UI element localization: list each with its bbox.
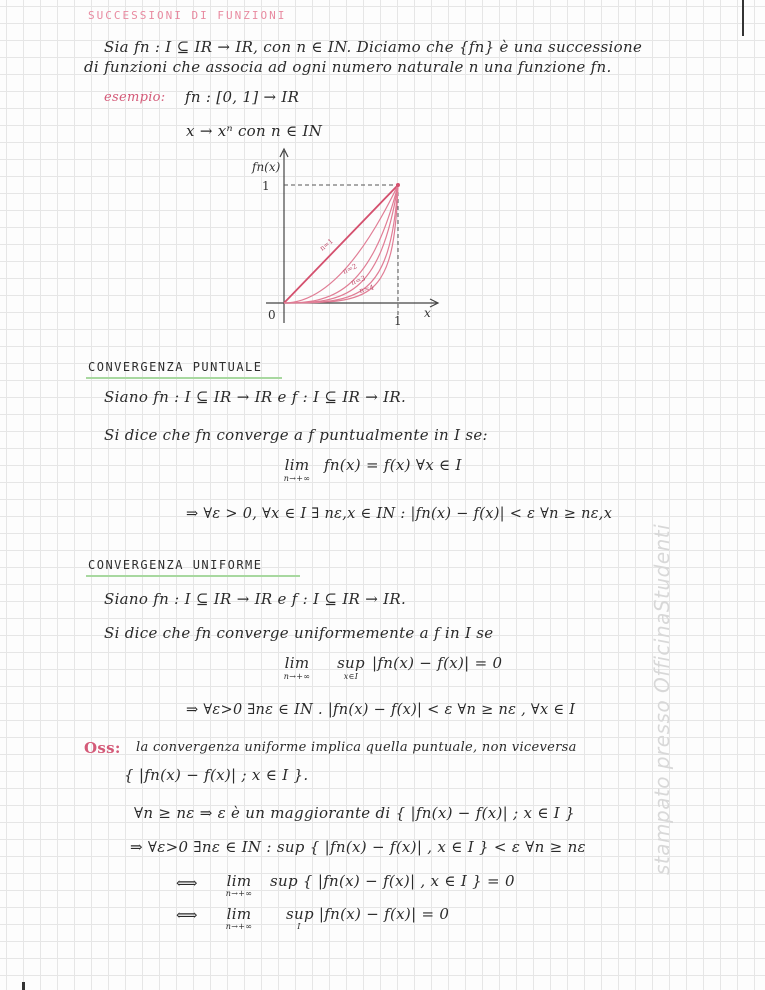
y-tick-label: 1	[262, 179, 270, 193]
uniform-sup-subscript: x∈I	[343, 672, 359, 681]
point-one-one	[396, 183, 400, 187]
section-underline-pointwise	[86, 377, 282, 379]
curve-label-n2: n=2	[341, 262, 359, 276]
curve-n1	[284, 185, 398, 303]
curve-label-n4: n=4	[358, 283, 375, 295]
oss-equivalence-2: ⟺	[176, 906, 198, 924]
origin-label: 0	[268, 308, 276, 322]
page-edge-line	[742, 0, 744, 36]
x-tick-label: 1	[394, 314, 402, 328]
page-title: SUCCESSIONI DI FUNZIONI	[88, 9, 287, 22]
oss-line-6: sup |fn(x) − f(x)| = 0	[286, 905, 450, 923]
pointwise-line-2: Si dice che fn converge a f puntualmente in I se:	[104, 426, 488, 444]
uniform-lim: lim	[284, 654, 310, 672]
power-functions-graph	[240, 145, 450, 330]
example-mapping: x → xⁿ con n ∈ IN	[186, 122, 323, 140]
curve-label-n3: n=3	[349, 274, 367, 287]
uniform-implication: ⇒ ∀ε>0 ∃nε ∈ IN . |fn(x) − f(x)| < ε ∀n ≥ nε , ∀x ∈ I	[186, 702, 576, 718]
uniform-line-2: Si dice che fn converge uniformemente a f in I se	[104, 624, 494, 642]
y-axis-label: fn(x)	[252, 160, 281, 174]
section-underline-uniform	[86, 575, 300, 577]
uniform-line-1: Siano fn : I ⊆ IR → IR e f : I ⊆ IR → IR.	[104, 590, 407, 608]
uniform-formula: |fn(x) − f(x)| = 0	[372, 654, 503, 672]
oss-label: Oss:	[84, 739, 121, 757]
pointwise-lim-subscript: n→+∞	[283, 474, 311, 483]
oss-line-1: la convergenza uniforme implica quella puntuale, non viceversa	[136, 740, 577, 755]
uniform-lim-subscript: n→+∞	[283, 672, 311, 681]
uniform-sup: sup	[337, 654, 365, 672]
pointwise-lim: lim	[284, 456, 310, 474]
watermark: stampato presso OfficinaStudenti	[650, 523, 674, 875]
pointwise-line-1: Siano fn : I ⊆ IR → IR e f : I ⊆ IR → IR.	[104, 388, 407, 406]
section-title-uniform: CONVERGENZA UNIFORME	[88, 558, 263, 572]
oss-lim-2-subscript: n→+∞	[225, 922, 253, 931]
oss-lim-2: lim	[226, 905, 252, 923]
intro-line-1: Sia fn : I ⊆ IR → IR, con n ∈ IN. Diciamo che {fn} è una successione	[104, 38, 643, 56]
intro-line-2: di funzioni che associa ad ogni numero naturale n una funzione fn.	[84, 58, 612, 76]
pointwise-implication: ⇒ ∀ε > 0, ∀x ∈ I ∃ nε,x ∈ IN : |fn(x) − f(x)| < ε ∀n ≥ nε,x	[186, 506, 613, 522]
oss-line-5: sup { |fn(x) − f(x)| , x ∈ I } = 0	[270, 872, 515, 890]
oss-lim-1-subscript: n→+∞	[225, 889, 253, 898]
section-title-pointwise: CONVERGENZA PUNTUALE	[88, 360, 263, 374]
page-corner-mark	[22, 982, 25, 990]
oss-line-4: ⇒ ∀ε>0 ∃nε ∈ IN : sup { |fn(x) − f(x)| , x ∈ I } < ε ∀n ≥ nε	[130, 838, 586, 856]
oss-line-3: ∀n ≥ nε ⇒ ε è un maggiorante di { |fn(x) − f(x)| ; x ∈ I }	[134, 804, 575, 822]
oss-line-2: { |fn(x) − f(x)| ; x ∈ I }.	[124, 766, 309, 784]
curve-label-n1: n=1	[318, 237, 335, 253]
example-label: esempio:	[104, 90, 166, 105]
x-axis-label: x	[424, 306, 431, 320]
oss-lim-1: lim	[226, 872, 252, 890]
example-definition: fn : [0, 1] → IR	[185, 88, 300, 106]
pointwise-formula: fn(x) = f(x) ∀x ∈ I	[324, 456, 462, 474]
oss-sup-subscript: I	[297, 922, 301, 931]
oss-equivalence-1: ⟺	[176, 874, 198, 892]
